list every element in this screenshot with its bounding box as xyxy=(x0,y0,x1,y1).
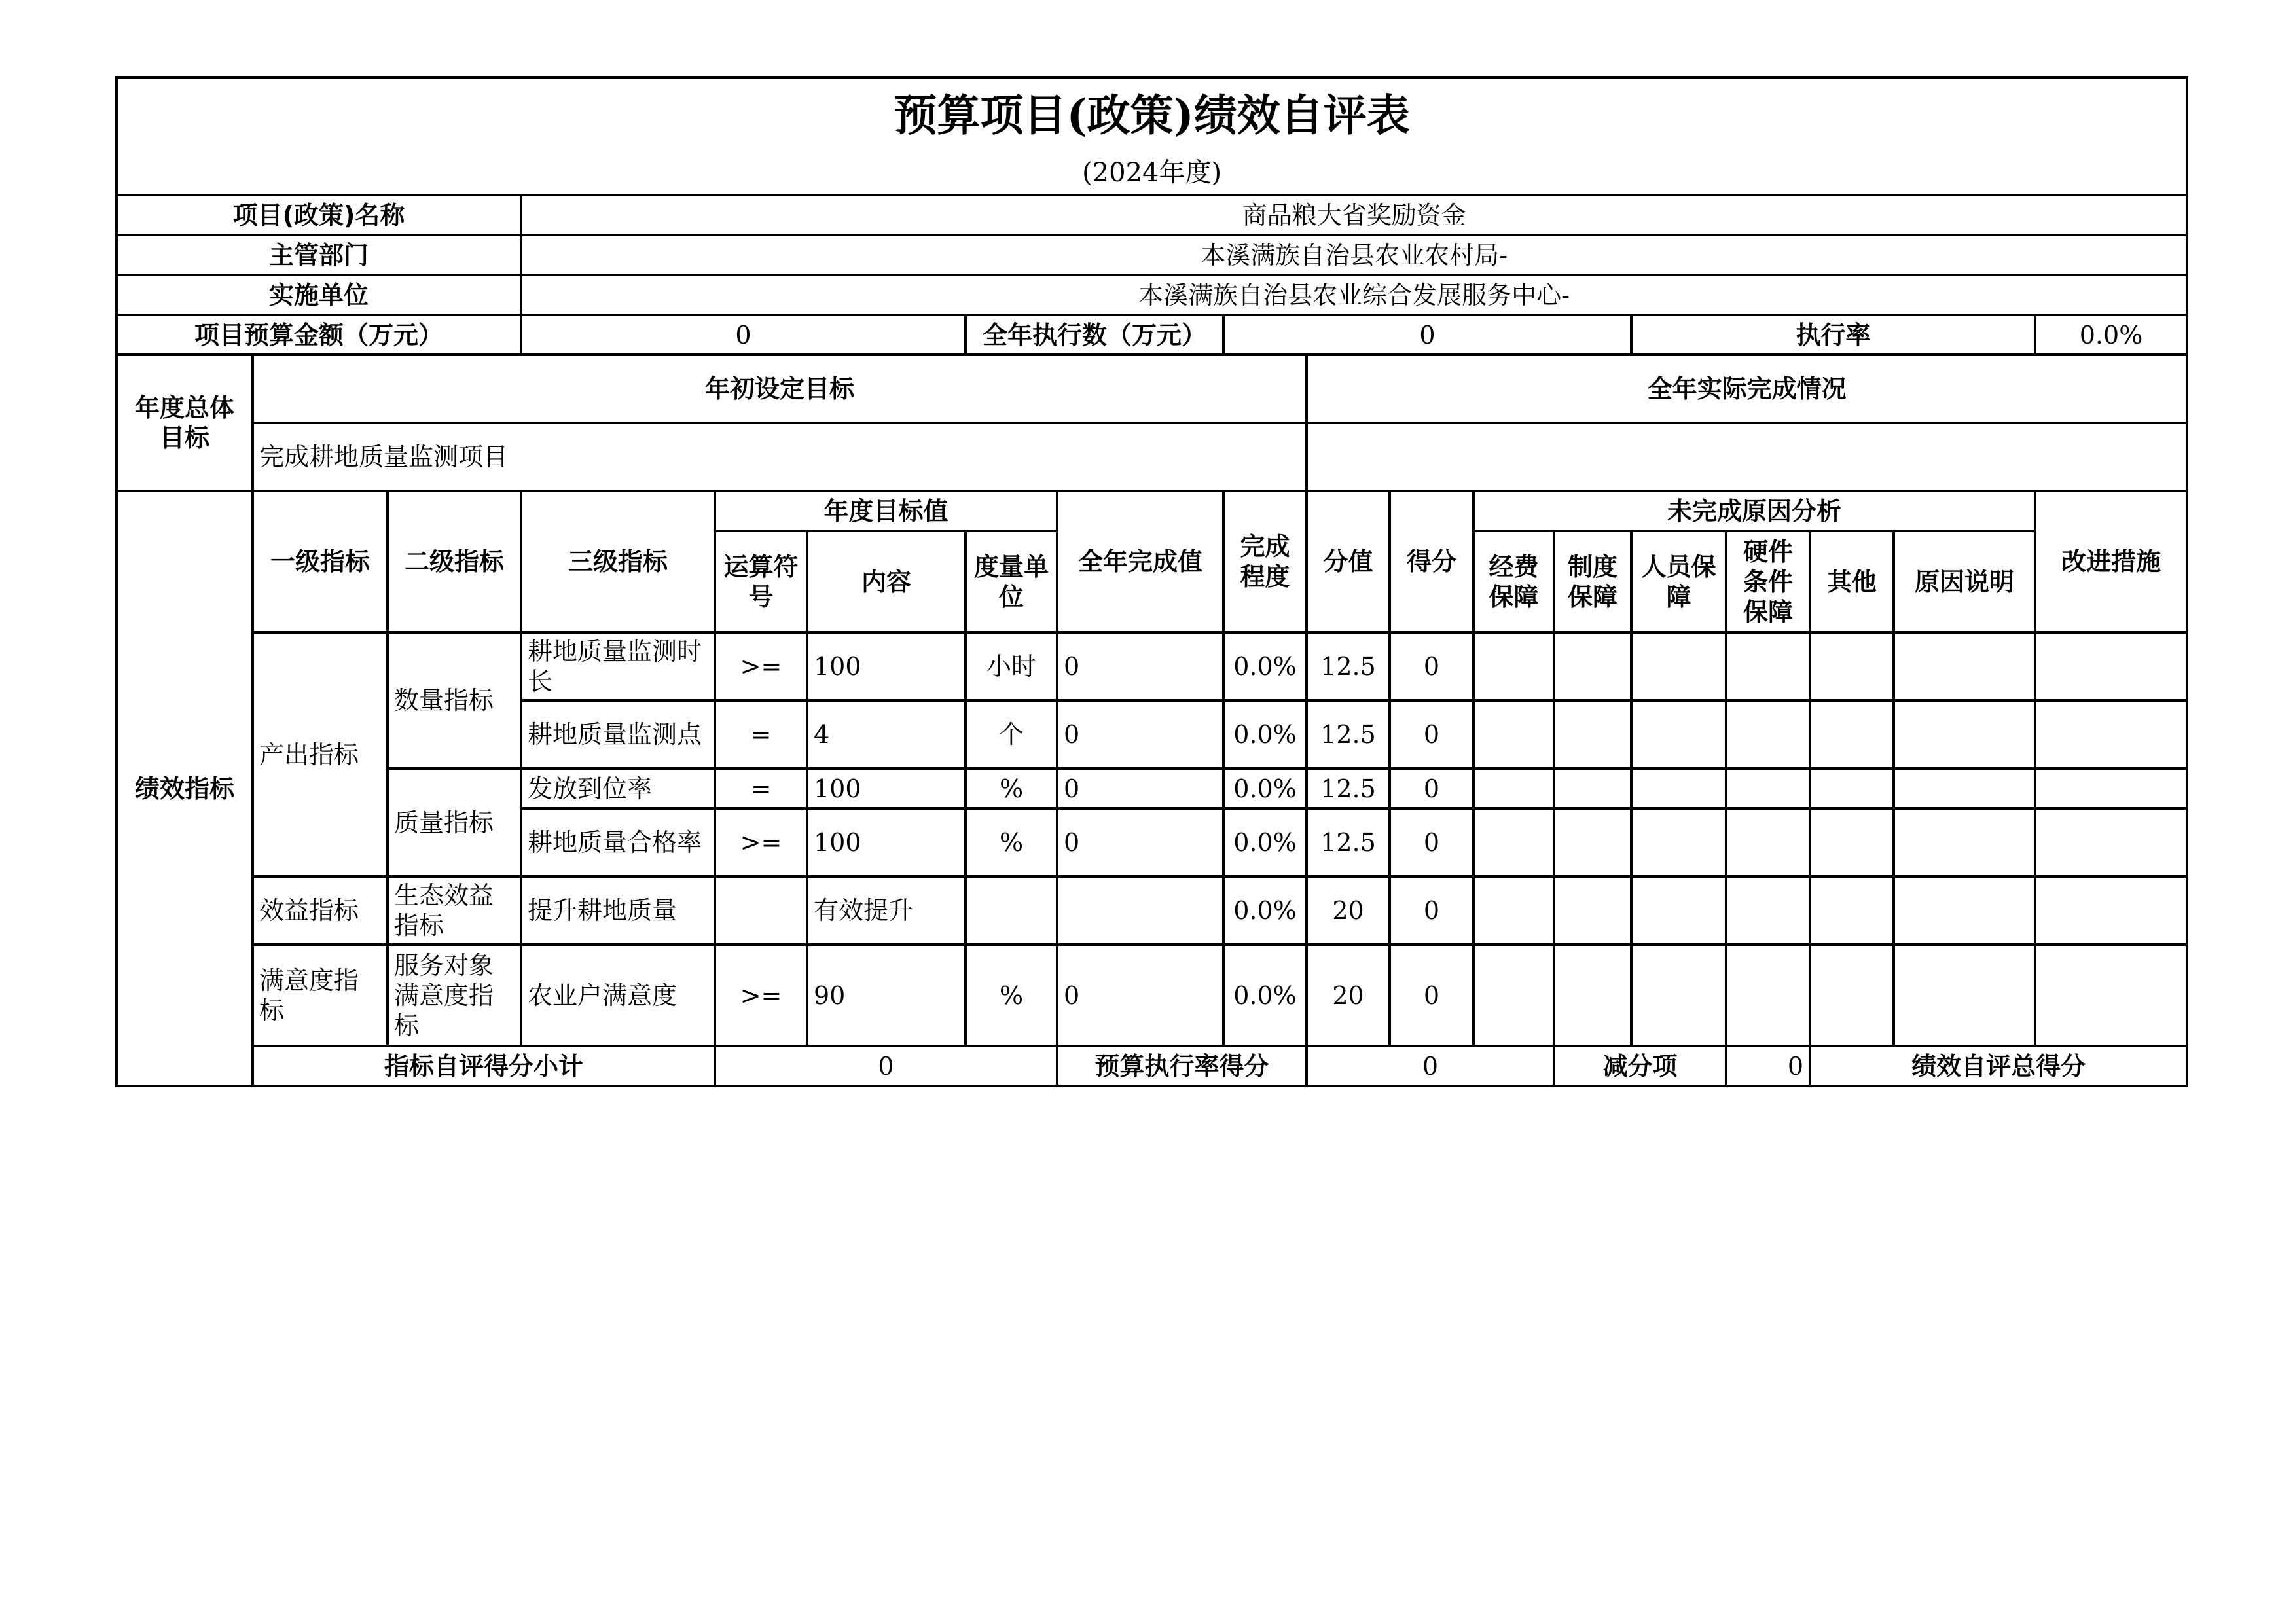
indicator-value: 0 xyxy=(1057,700,1223,768)
indicator-points: 12.5 xyxy=(1307,808,1390,876)
reason-cell xyxy=(1473,700,1554,768)
header-score-value: 分值 xyxy=(1307,491,1390,632)
indicator-name: 耕地质量监测点 xyxy=(521,700,715,768)
indicator-unit: % xyxy=(966,945,1057,1046)
header-reason-note: 原因说明 xyxy=(1894,531,2035,632)
header-reason-staff: 人员保障 xyxy=(1631,531,1726,632)
reason-cell xyxy=(1473,876,1554,945)
indicator-op: = xyxy=(715,700,807,768)
indicator-op: = xyxy=(715,768,807,808)
exec-value: 0 xyxy=(1223,315,1631,355)
reason-cell xyxy=(1554,632,1631,700)
improve-cell xyxy=(2035,700,2187,768)
reason-cell xyxy=(1554,808,1631,876)
indicator-name: 农业户满意度 xyxy=(521,945,715,1046)
group-quantity: 数量指标 xyxy=(388,632,521,768)
reason-cell xyxy=(1554,768,1631,808)
header-complete-degree: 完成程度 xyxy=(1223,491,1307,632)
dept-label: 主管部门 xyxy=(117,235,521,275)
reason-cell xyxy=(1726,632,1810,700)
indicator-unit: % xyxy=(966,808,1057,876)
indicator-degree: 0.0% xyxy=(1223,632,1307,700)
reason-cell xyxy=(1631,876,1726,945)
budget-label: 项目预算金额（万元） xyxy=(117,315,521,355)
indicator-name: 耕地质量监测时长 xyxy=(521,632,715,700)
indicator-name: 发放到位率 xyxy=(521,768,715,808)
reason-cell xyxy=(1726,945,1810,1046)
reason-cell xyxy=(1810,768,1894,808)
reason-cell xyxy=(1473,808,1554,876)
indicator-name: 耕地质量合格率 xyxy=(521,808,715,876)
indicator-value: 0 xyxy=(1057,808,1223,876)
group-benefit: 效益指标 xyxy=(253,876,388,945)
header-target: 年度目标值 xyxy=(715,491,1057,531)
indicator-points: 20 xyxy=(1307,876,1390,945)
exec-label: 全年执行数（万元） xyxy=(966,315,1223,355)
improve-cell xyxy=(2035,632,2187,700)
group-eco: 生态效益指标 xyxy=(388,876,521,945)
reason-cell xyxy=(1894,808,2035,876)
indicators-section-label: 绩效指标 xyxy=(117,491,253,1086)
indicator-name: 提升耕地质量 xyxy=(521,876,715,945)
indicator-unit: 小时 xyxy=(966,632,1057,700)
unit: 本溪满族自治县农业综合发展服务中心- xyxy=(521,275,2187,315)
dept: 本溪满族自治县农业农村局- xyxy=(521,235,2187,275)
indicator-op: >= xyxy=(715,808,807,876)
header-unit: 度量单位 xyxy=(966,531,1057,632)
header-level2: 二级指标 xyxy=(388,491,521,632)
reason-cell xyxy=(1726,700,1810,768)
rate-value: 0.0% xyxy=(2035,315,2187,355)
reason-cell xyxy=(1473,945,1554,1046)
goal-actual xyxy=(1307,423,2187,491)
goal-label: 年度总体目标 xyxy=(117,355,253,491)
indicator-degree: 0.0% xyxy=(1223,945,1307,1046)
group-satisfaction: 满意度指标 xyxy=(253,945,388,1046)
reason-cell xyxy=(1810,632,1894,700)
budget-score-label: 预算执行率得分 xyxy=(1057,1046,1307,1086)
improve-cell xyxy=(2035,876,2187,945)
indicator-points: 12.5 xyxy=(1307,768,1390,808)
reason-cell xyxy=(1473,768,1554,808)
budget-score-value: 0 xyxy=(1307,1046,1554,1086)
indicator-degree: 0.0% xyxy=(1223,876,1307,945)
improve-cell xyxy=(2035,945,2187,1046)
reason-cell xyxy=(1726,808,1810,876)
header-reason: 未完成原因分析 xyxy=(1473,491,2035,531)
header-improve: 改进措施 xyxy=(2035,491,2187,632)
reason-cell xyxy=(1631,632,1726,700)
reason-cell xyxy=(1631,768,1726,808)
reason-cell xyxy=(1810,700,1894,768)
header-level1: 一级指标 xyxy=(253,491,388,632)
indicator-points: 12.5 xyxy=(1307,632,1390,700)
page-title: 预算项目(政策)绩效自评表 xyxy=(117,77,2187,152)
reason-cell xyxy=(1810,808,1894,876)
indicator-content: 100 xyxy=(807,808,966,876)
indicator-degree: 0.0% xyxy=(1223,768,1307,808)
reason-cell xyxy=(1726,768,1810,808)
reason-cell xyxy=(1631,808,1726,876)
deduct-label: 减分项 xyxy=(1554,1046,1726,1086)
goal-initial: 完成耕地质量监测项目 xyxy=(253,423,1307,491)
reason-cell xyxy=(1726,876,1810,945)
indicator-points: 20 xyxy=(1307,945,1390,1046)
header-complete-value: 全年完成值 xyxy=(1057,491,1223,632)
reason-cell xyxy=(1631,700,1726,768)
header-score: 得分 xyxy=(1390,491,1473,632)
indicator-score: 0 xyxy=(1390,808,1473,876)
table-row xyxy=(117,945,2187,1046)
indicator-value: 0 xyxy=(1057,632,1223,700)
indicator-score: 0 xyxy=(1390,876,1473,945)
group-output: 产出指标 xyxy=(253,632,388,876)
subtotal-label: 指标自评得分小计 xyxy=(253,1046,715,1086)
reason-cell xyxy=(1894,768,2035,808)
header-reason-other: 其他 xyxy=(1810,531,1894,632)
indicator-value xyxy=(1057,876,1223,945)
project-name-label: 项目(政策)名称 xyxy=(117,195,521,235)
total-label: 绩效自评总得分 xyxy=(1810,1046,2187,1086)
indicator-score: 0 xyxy=(1390,945,1473,1046)
table-row xyxy=(117,632,2187,700)
table-row xyxy=(117,876,2187,945)
report-year: (2024年度) xyxy=(117,152,2187,195)
header-reason-funding: 经费保障 xyxy=(1473,531,1554,632)
indicator-content: 有效提升 xyxy=(807,876,966,945)
indicator-content: 4 xyxy=(807,700,966,768)
indicator-value: 0 xyxy=(1057,945,1223,1046)
group-quality: 质量指标 xyxy=(388,768,521,876)
goal-actual-label: 全年实际完成情况 xyxy=(1307,355,2187,423)
improve-cell xyxy=(2035,808,2187,876)
reason-cell xyxy=(1554,945,1631,1046)
indicator-unit xyxy=(966,876,1057,945)
improve-cell xyxy=(2035,768,2187,808)
reason-cell xyxy=(1894,700,2035,768)
reason-cell xyxy=(1810,945,1894,1046)
reason-cell xyxy=(1631,945,1726,1046)
budget-value: 0 xyxy=(521,315,966,355)
table-row xyxy=(117,768,2187,808)
header-content: 内容 xyxy=(807,531,966,632)
deduct-value: 0 xyxy=(1726,1046,1810,1086)
unit-label: 实施单位 xyxy=(117,275,521,315)
header-reason-hardware: 硬件条件保障 xyxy=(1726,531,1810,632)
header-reason-system: 制度保障 xyxy=(1554,531,1631,632)
indicator-degree: 0.0% xyxy=(1223,808,1307,876)
project-name: 商品粮大省奖励资金 xyxy=(521,195,2187,235)
reason-cell xyxy=(1894,945,2035,1046)
indicator-score: 0 xyxy=(1390,768,1473,808)
indicator-score: 0 xyxy=(1390,632,1473,700)
rate-label: 执行率 xyxy=(1631,315,2035,355)
indicator-op: >= xyxy=(715,632,807,700)
goal-initial-label: 年初设定目标 xyxy=(253,355,1307,423)
indicator-score: 0 xyxy=(1390,700,1473,768)
evaluation-sheet xyxy=(115,76,2186,1085)
indicator-points: 12.5 xyxy=(1307,700,1390,768)
indicator-unit: 个 xyxy=(966,700,1057,768)
indicator-degree: 0.0% xyxy=(1223,700,1307,768)
indicator-content: 90 xyxy=(807,945,966,1046)
reason-cell xyxy=(1894,876,2035,945)
indicator-content: 100 xyxy=(807,768,966,808)
reason-cell xyxy=(1473,632,1554,700)
indicator-value: 0 xyxy=(1057,768,1223,808)
header-op: 运算符号 xyxy=(715,531,807,632)
reason-cell xyxy=(1554,876,1631,945)
indicator-op xyxy=(715,876,807,945)
reason-cell xyxy=(1554,700,1631,768)
reason-cell xyxy=(1894,632,2035,700)
evaluation-table xyxy=(115,76,2188,1087)
reason-cell xyxy=(1810,876,1894,945)
indicator-unit: % xyxy=(966,768,1057,808)
indicator-content: 100 xyxy=(807,632,966,700)
indicator-op: >= xyxy=(715,945,807,1046)
subtotal-value: 0 xyxy=(715,1046,1057,1086)
header-level3: 三级指标 xyxy=(521,491,715,632)
group-service: 服务对象满意度指标 xyxy=(388,945,521,1046)
